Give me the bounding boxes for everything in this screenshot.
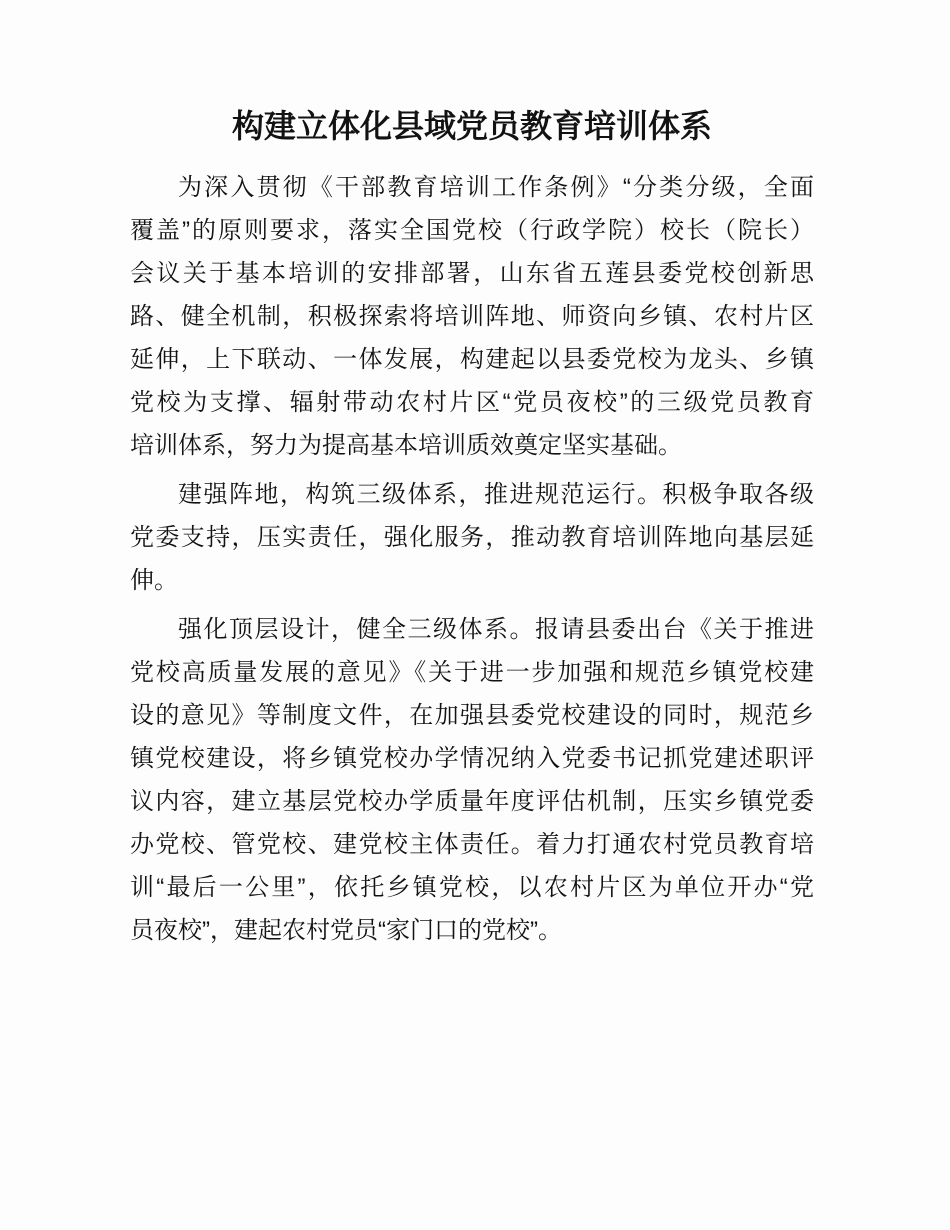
text-line: 为深入贯彻《干部教育培训工作条例》“分类分级，全面	[178, 174, 814, 201]
text-line: 镇党校建设，将乡镇党校办学情况纳入党委书记抓党建述职评	[130, 745, 814, 772]
text-line: 路、健全机制，积极探索将培训阵地、师资向乡镇、农村片区	[130, 303, 814, 330]
text-line: 强化顶层设计，健全三级体系。报请县委出台《关于推进	[178, 616, 814, 643]
text-line: 设的意见》等制度文件，在加强县委党校建设的同时，规范乡	[130, 702, 814, 729]
text-line: 议内容，建立基层党校办学质量年度评估机制，压实乡镇党委	[130, 788, 814, 815]
text-line: 训“最后一公里”，依托乡镇党校，以农村片区为单位开办“党	[130, 874, 814, 901]
text-line: 覆盖”的原则要求，落实全国党校（行政学院）校长（院长）	[130, 217, 814, 244]
text-line: 党委支持，压实责任，强化服务，推动教育培训阵地向基层延	[130, 524, 814, 551]
text-line: 员夜校”，建起农村党员“家门口的党校”。	[130, 917, 562, 944]
paragraph	[130, 608, 814, 952]
text-line: 党校为支撑、辐射带动农村片区“党员夜校”的三级党员教育	[130, 389, 814, 416]
document-title: 构建立体化县域党员教育培训体系	[231, 108, 712, 144]
text-line: 伸。	[130, 567, 178, 594]
text-line: 党校高质量发展的意见》《关于进一步加强和规范乡镇党校建	[130, 659, 814, 686]
text-line: 办党校、管党校、建党校主体责任。着力打通农村党员教育培	[130, 831, 814, 858]
document-body	[130, 166, 814, 952]
text-line: 建强阵地，构筑三级体系，推进规范运行。积极争取各级	[178, 481, 814, 508]
text-line: 培训体系，努力为提高基本培训质效奠定坚实基础。	[130, 432, 682, 459]
paragraph	[130, 166, 814, 467]
text-line: 会议关于基本培训的安排部署，山东省五莲县委党校创新思	[130, 260, 814, 287]
paragraph	[130, 473, 814, 602]
text-line: 延伸，上下联动、一体发展，构建起以县委党校为龙头、乡镇	[130, 346, 814, 373]
